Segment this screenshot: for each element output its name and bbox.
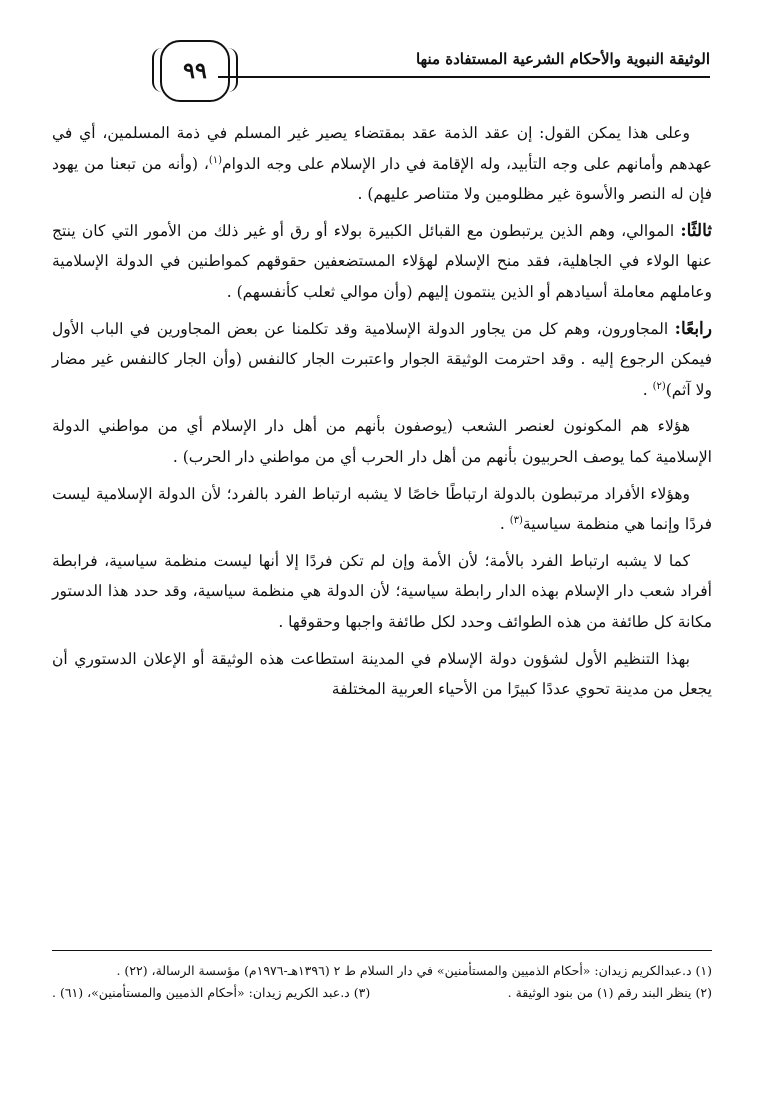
section-lead: رابعًا: [674,318,712,339]
page-header [100,40,710,102]
header-rule [218,76,710,78]
footnote-3: (٣) د.عبد الكريم زيدان: «أحكام الذميين والمستأمنين»، (٦١) . [52,985,371,1000]
paragraph: هؤلاء هم المكونون لعنصر الشعب (يوصفون بأنهم من أهل دار الإسلام أي من مواطني الدولة الإسلامية كما يوصف الحربيون بأنهم من أهل دار الحرب أي من مواطني دار الحرب) . [52,417,712,466]
section-lead: ثالثًا: [680,220,712,241]
running-title: الوثيقة النبوية والأحكام الشرعية المستفادة منها [415,50,710,68]
paragraph: بهذا التنظيم الأول لشؤون دولة الإسلام في المدينة استطاعت هذه الوثيقة أو الإعلان الدستوري أن يجعل من مدينة تحوي عددًا كبيرًا من الأحياء العربية المختلفة [52,649,712,699]
paragraph: رابعًا: المجاورون، وهم كل من يجاور الدولة الإسلامية وقد تكلمنا عن بعض المجاورين في الباب الأول فيمكن الرجوع إليه . وقد احترمت الوثيقة الجوار واعتبرت الجار كالنفس (وأن الجار كالنفس غير مضار ولا آثم)$^{(٢)}$ . [52,318,712,399]
page-number-badge [160,40,230,102]
paragraph: كما لا يشبه ارتباط الفرد بالأمة؛ لأن الأمة وإن لم تكن فردًا إلا أنها ليست منظمة سياسية، فرابطة أفراد شعب دار الإسلام بهذه الدار رابطة سياسية؛ لأن الدولة هي منظمة سياسية، وقد حدد هذا الدستور مكانة كل طائفة من هذه الطوائف وحدد لكل طائفة واجبها وحقوقها . [52,551,712,631]
paragraph: وعلى هذا يمكن القول: إن عقد الذمة عقد بمقتضاء يصير غير المسلم في ذمة المسلمين، أي في عهدهم وأمانهم على وجه التأبيد، وله الإقامة في دار الإسلام على وجه الدوام$^{(١)}$، (وأنه من تبعنا من يهود فإن له النصر والأسوة غير مظلومين ولا متناصر عليهم) . [52,124,712,204]
paragraph: ثالثًا: الموالي، وهم الذين يرتبطون مع القبائل الكبيرة بولاء أو رق أو غير ذلك من الأمور التي كان ينتج عنها الولاء في الجاهلية، فقد منح الإسلام لهؤلاء المستضعفين حقوقهم كمواطنين في الدولة الإسلامية وعاملهم معاملة أسيادهم أو الذين ينتمون إليهم (وأن موالي ثعلب كأنفسهم) . [52,220,712,301]
body-text [52,118,712,711]
footnote-ref: (١) [208,154,223,166]
footnote-rule [52,950,712,951]
footnote-ref: (٢) [652,380,666,392]
footnote-1: (١) د.عبدالكريم زيدان: «أحكام الذميين والمستأمنين» في دار السلام ط ٢ (١٣٩٦هـ-١٩٧٦م) مؤسسة الرسالة، (٢٢) . [116,963,712,978]
paragraph: وهؤلاء الأفراد مرتبطون بالدولة ارتباطًا خاصًا لا يشبه ارتباط الفرد بالفرد؛ لأن الدولة الإسلامية ليست فردًا وإنما هي منظمة سياسية$^{(٣)}$ . [52,484,712,534]
footnote-ref: (٣) [509,514,523,526]
footnotes [52,960,712,1004]
footnote-2: (٢) ينظر البند رقم (١) من بنود الوثيقة . [507,985,712,1000]
footnote-row [52,982,712,1004]
page-number: ٩٩ [183,58,207,84]
